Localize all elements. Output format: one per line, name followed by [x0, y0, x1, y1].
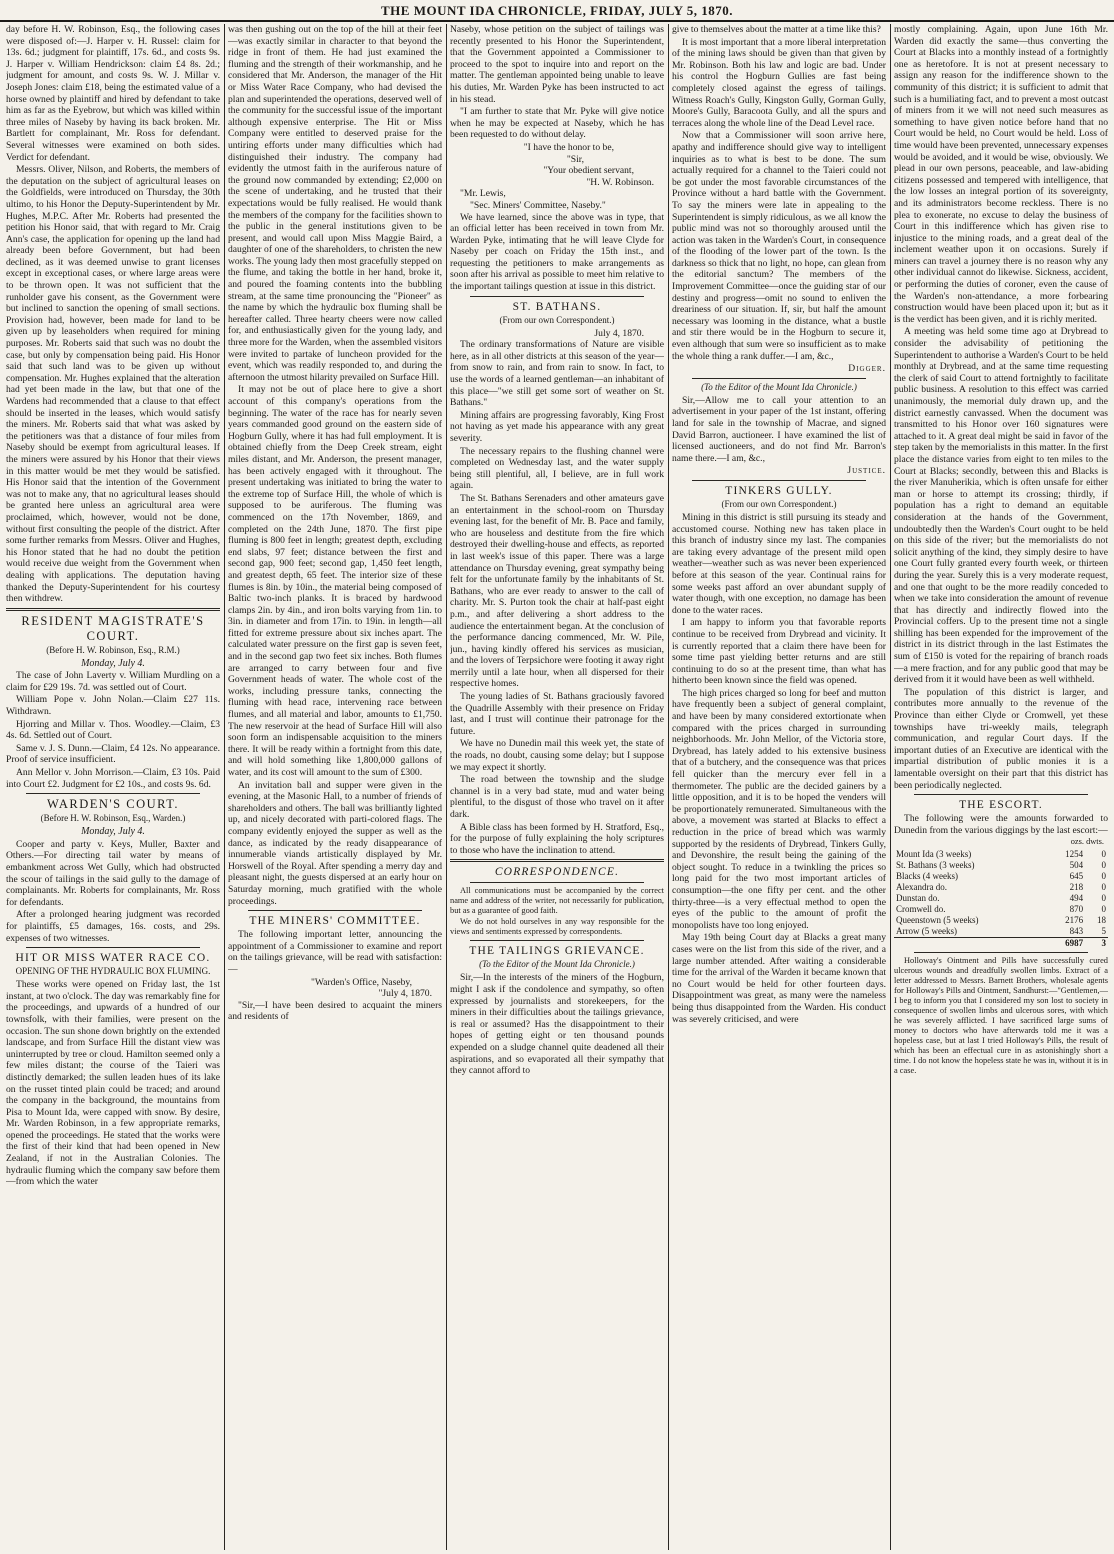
- column-rule: [890, 24, 891, 1550]
- water-race-ball: An invitation ball and supper were given in the evening, at the Masonic Hall, to a number of friends of shareholders and others. The ball was brilliantly lighted up, and nicely decorated with parti-colored flags. The company evidently enjoyed the supper as well as the dance, as indicated by the ready disappearance of innumerable viands artistically displayed by Mr. Horswell of the Royal. After spending a merry day and pleasant night, the guests dispersed at an early hour on Saturday morning, much gratified with the whole proceedings.: [228, 779, 442, 907]
- divider: [914, 952, 1088, 953]
- rm-case: Hjorring and Millar v. Thos. Woodley.—Claim, £3 4s. 6d. Settled out of Court.: [6, 718, 220, 742]
- st-bathans-subheading: (From our own Correspondent.): [499, 314, 615, 325]
- divider: [26, 947, 200, 948]
- letter-addressee: "Sec. Miners' Committee, Naseby.": [470, 199, 606, 211]
- column-3: [450, 24, 664, 1550]
- escort-ozs: 843: [1069, 926, 1084, 937]
- divider: [26, 793, 200, 794]
- tailings-grievance-paragraph: It is most important that a more liberal interpretation of the mining laws should be given than that given by Mr. Robinson. Both his law and logic are bad. Under his control the Hogburn Gullies are fast being completely closed against the egress of tailings. Witness Roach's Gully, Kingston Gully, Gorman Gully, Moore's Gully, Baracoota Gully, and all the spurs and terraces along the whole line of the Dead Level race.: [672, 36, 886, 129]
- rm-court-heading: RESIDENT MAGISTRATE'S COURT.: [21, 613, 205, 643]
- escort-place: Dunstan do.: [896, 893, 940, 904]
- rm-court-subheading: (Before H. W. Robinson, Esq., R.M.): [46, 644, 180, 655]
- letter-paragraph: "I am further to state that Mr. Pyke will give notice when he may be expected at Naseby, which he has been requested to do without delay.: [450, 106, 664, 141]
- divider: [692, 378, 866, 379]
- st-bathans-paragraph: Mining affairs are progressing favorably, King Frost not having as yet made his appearance with any great severity.: [450, 409, 664, 444]
- st-bathans-date: July 4, 1870.: [594, 327, 644, 339]
- letter-closing: "I have the honor to be,: [523, 141, 614, 153]
- wardens-court-date: Monday, July 4.: [81, 826, 145, 838]
- letter-closing: "Sir,: [566, 153, 584, 165]
- escort-place: Queenstown (5 weeks): [896, 915, 979, 926]
- column-rule: [668, 24, 669, 1550]
- wardens-court-heading: WARDEN'S COURT.: [46, 797, 180, 812]
- st-bathans-paragraph: The young ladies of St. Bathans graciously favored the Quadrille Assembly with their presence on Friday last, and I trust will continue their patronage for the future.: [450, 691, 664, 737]
- court-report-paragraph: day before H. W. Robinson, Esq., the following cases were disposed of:—J. Harper v. H. Russel: claim for 13s. 6d.; judgment for plaintiff, 17s. 6d., and costs 9s. J. Harper v. William Hendrickson: claim £4 8s. 2d.; judgment for amount, and costs 9s. W. J. Millar v. Joseph Jones: claim £18, being the estimated value of a horse owned by plaintiff and hired by defendant to take him as far as the Eyebrow, but which was killed within three miles of Naseby by having its back broken. Mr. Bartlett for complainant, Mr. Ross for defendant. Several witnesses were examined on both sides. Verdict for defendant.: [6, 24, 220, 163]
- escort-row: [894, 893, 1108, 904]
- divider: [914, 794, 1088, 795]
- escort-place: St. Bathans (3 weeks): [896, 860, 975, 871]
- escort-row: [894, 915, 1108, 926]
- tinkers-gully-paragraph: I am happy to inform you that favorable reports continue to be received from Drybread and vicinity. It is currently reported that a claim there have been for some time past yielding better returns and are still continuing to do so at the present time, than what has hitherto been known since the field was opened.: [672, 617, 886, 687]
- editor-letter-paragraph: Sir,—Allow me to call your attention to an advertisement in your paper of the 1st instant, offering land for sale in the township of Macrae, and signed David Barron, auctioneer. I have examined the list of licensed auctioneers, and do not find Mr. Barron's name there.—I am, &c.,: [672, 394, 886, 464]
- column-2: [228, 24, 442, 1550]
- column-5: [894, 24, 1108, 1550]
- rm-case: William Pope v. John Nolan.—Claim £27 11s. Withdrawn.: [6, 694, 220, 718]
- escort-place: Cromwell do.: [896, 904, 946, 915]
- divider: [470, 940, 644, 941]
- escort-place: Mount Ida (3 weeks): [896, 849, 972, 860]
- escort-dwts: 0: [1101, 860, 1106, 871]
- escort-total-row: [894, 938, 1108, 950]
- tinkers-gully-paragraph: Mining in this district is still pursuing its steady and accustomed course. Nothing new has taken place in this branch of industry since my last. The companies are taking every advantage of the present mild open weather—weather such as was never been experienced before at this season of the year. Continual rains for some weeks past afford an over abundant supply of water though, with one exception, no damage has been done to the water races.: [672, 511, 886, 616]
- escort-dwts: 0: [1101, 871, 1106, 882]
- escort-ozs: 645: [1069, 871, 1084, 882]
- divider: [470, 296, 644, 297]
- rm-court-date: Monday, July 4.: [81, 657, 145, 669]
- letter-paragraph: Naseby, whose petition on the subject of tailings was recently presented to his Honor the Superintendent, that the Government appointed a Commissioner to proceed to the spot to inquire into and report on the matter. The gentleman appointed being unable to leave his duties, Mr. Warden Pyke has been instructed to act in his stead.: [450, 24, 664, 105]
- miners-committee-heading: THE MINERS' COMMITTEE.: [249, 915, 421, 928]
- escort-total-dwts: 3: [1101, 938, 1106, 949]
- pyke-notice: We have learned, since the above was in type, that an official letter has been received in town from Mr. Warden Pyke, intimating that he will leave Clyde for Naseby per coach on Friday the 15th inst., and requesting the petitioners to make arrangements as soon after his arrival as possible to meet him relative to the important tailings question at issue in this district.: [450, 211, 664, 293]
- column-rule: [446, 24, 447, 1550]
- water-race-history: It may not be out of place here to give a short account of this company's operations from the beginning. The water of the race has for nearly seven years commanded good ground on the eastern side of Hogburn Gully, where it has had full employment. It is obtained chiefly from the Deep Creek stream, eight miles distant, and Mr. Anderson, the present manager, has been actively engaged with it throughout. The present undertaking was initiated to bring the water to the extreme top of Surface Hill, the whole of which is supposed to be auriferous. The fluming was commenced on the 17th November, 1869, and completed on the 24th June, 1870. The first pipe fluming is 800 feet in length; greatest depth, excluding end slabs, 97 feet; distance between the first and second gap, 900 feet; second gap, 1,450 feet length, and greatest depth, 65 feet. The interior size of these flumes is 8in. by 10in., the material being composed of Baltic two-inch planks. It is braced by hardwood clamps 2in. by 4in., and iron bolts varying from 1in. to 3in. in diameter and from 17in. to 19in. in length—all fitted for extreme pressure about six inches apart. The calculated water pressure on the first gap is seven feet, and in the second gap two feet six inches. Both flumes are arranged to carry between four and five Government heads of water. The whole cost of the works, including pressure tanks, connecting the fluming with head race, intervening race between flumes, and all material and labor, amounts to £1,750. The new reservoir at the head of Surface Hill will also soon form an indispensable acquisition to the miners there. It will be ready within a fortnight from this date, and will hold something like 1,800,000 gallons of water, and its cost will amount to the sum of £300.: [228, 384, 442, 778]
- divider: [450, 859, 664, 862]
- tailings-grievance-subheading: (To the Editor of the Mount Ida Chronicle.): [479, 959, 635, 970]
- escort-dwts: 0: [1101, 882, 1106, 893]
- escort-row: [894, 860, 1108, 871]
- escort-dwts: 0: [1101, 893, 1106, 904]
- letter-closing: "Your obedient servant,: [543, 165, 634, 177]
- escort-total-ozs: 6987: [1065, 938, 1084, 949]
- escort-place: Blacks (4 weeks): [896, 871, 958, 882]
- escort-row: [894, 871, 1108, 882]
- st-bathans-paragraph: The necessary repairs to the flushing channel were completed on Wednesday last, and the water supply being still plentiful, all, I believe, are in full work again.: [450, 445, 664, 492]
- st-bathans-paragraph: The road between the township and the sludge channel is in a very bad state, mud and water being plentiful, to the disgust of those who travel on it after dark.: [450, 774, 664, 820]
- escort-ozs: 218: [1069, 882, 1084, 893]
- escort-ozs: 504: [1069, 860, 1084, 871]
- st-bathans-paragraph: The St. Bathans Serenaders and other amateurs gave an entertainment in the school-room on Thursday evening last, for the benefit of Mr. B. Pace and family, who are houseless and destitute from the fire which destroyed their dwelling-house and effects, as reported in last week's issue of this paper. There was a large attendance on Thursday evening, great sympathy being felt for the unfortunate family by the inhabitants of St. Bathans, who are ever ready to answer to the call of charity. Mr. S. Purton took the chair at half-past eight p.m., and after delivering a short address to the audience the entertainment began. At the conclusion of the performance dancing commenced, Mr. W. Pile, jun., having kindly offered his services as musician, and the lovers of Terpsichore were footing it away right merrily until a late hour, when all dispersed for their respective homes.: [450, 492, 664, 690]
- masthead-rule: [0, 20, 1114, 22]
- escort-row: [894, 849, 1108, 860]
- tailings-grievance-paragraph: give to themselves about the matter at a time like this?: [672, 24, 881, 35]
- escort-dwts: 0: [1101, 904, 1106, 915]
- correspondence-note: All communications must be accompanied by the correct name and address of the writer, not necessarily for publication, but as a guarantee of good faith.: [450, 886, 664, 916]
- escort-ozs: 2176: [1065, 915, 1084, 926]
- rm-case: The case of John Laverty v. William Murdling on a claim for £29 19s. 7d. was settled out of Court.: [6, 670, 220, 693]
- escort-row: [894, 882, 1108, 893]
- escort-ozs: 494: [1069, 893, 1084, 904]
- miners-committee-intro: The following important letter, announcing the appointment of a Commissioner to examine and report on the tailings grievance, will be read with satisfaction:—: [228, 929, 442, 975]
- tinkers-gully-paragraph: May 19th being Court day at Blacks a great many cases were on the list from this side of the river, and a large number attended. After waiting a considerable time for the arrival of the Warden it became known that no Court would be held for other fourteen days. Disappointment was great, as many were the nameless being thus disappointed from the Warden. His conduct was severely criticised, and were: [672, 932, 886, 1025]
- divider: [248, 910, 422, 911]
- tinkers-gully-paragraph: mostly complaining. Again, upon June 16th Mr. Warden did exactly the same—thus converting the Court at Blacks into a monthly instead of a fortnightly one as heretofore. It is not at present necessary to assign any reason for the indifference shown to the community of this district; it is sufficient to admit that such is a humiliating fact, and to prevent a most outcast of miners from it we will not need such measures as something to have given notice before hand that no Court would be held, no Court would be held. Loss of time would have been prevented, unnecessary expenses would be avoided, and it would be wise, obviously. We plead in our own persons, peaceable, and law-abiding citizens possessed and tempered with intelligence, that the low losses an integral portion of its sovereignty, and its administrators become reckless. There is no plea to exonerate, no excuse to delay the business of Court in this indifference which has given rise to injustice to the mining roads, and a great deal of the inclement weather upon it on occasions. Surely if miners can travel a journey there is no reason why any other individual cannot do likewise. Sickness, accident, or performing the duties of coroner, even the cause of the Warden's non-attendance, a more forbearing construction would have been placed upon it; but as it is the verdict has been given, and it is richly merited.: [894, 24, 1108, 325]
- editor-letter-heading: (To the Editor of the Mount Ida Chronicle.): [701, 381, 857, 392]
- wardens-case: After a prolonged hearing judgment was recorded for plaintiffs, £5 damages, 16s. costs, and 29s. expenses of two witnesses.: [6, 909, 220, 944]
- water-race-subheading: OPENING OF THE HYDRAULIC BOX FLUMING.: [15, 966, 211, 977]
- escort-dwts: 18: [1097, 915, 1106, 926]
- escort-place: Alexandra do.: [896, 882, 947, 893]
- divider: [470, 882, 644, 883]
- st-bathans-paragraph: A Bible class has been formed by H. Stratford, Esq., for the purpose of fully explaining the holy scriptures to those who have the inclination to attend.: [450, 821, 664, 856]
- correspondence-note: We do not hold ourselves in any way responsible for the views and sentiments expressed by correspondents.: [450, 917, 664, 937]
- escort-row: [894, 904, 1108, 915]
- escort-place: Arrow (5 weeks): [896, 926, 957, 937]
- tinkers-gully-subheading: (From our own Correspondent.): [721, 498, 837, 509]
- tailings-grievance-heading: THE TAILINGS GRIEVANCE.: [469, 945, 645, 958]
- wardens-court-subheading: (Before H. W. Robinson, Esq., Warden.): [40, 813, 186, 824]
- deputation-paragraph: Messrs. Oliver, Nilson, and Roberts, the members of the deputation on the subject of agricultural leases on the Goldfields, were introduced on Thursday, the 30th ultimo, to his Honor the Deputy-Superintendent by Mr. Hughes, M.P.C. After Mr. Roberts had presented the petition his Honor said, that with regard to Mr. Craig Ann's case, the application for opening up the land had already been before Government, but had been declined, as it was deemed unwise to grant licenses except in exceptional cases, or where large areas were to be thrown open. It was not sufficient that the runholder gave his consent, as the Government were but inclined to sanction the opening of small sections. Provision had, however, been made for land to be given up by leaseholders when required for mining purposes. Mr. Roberts said that such was no doubt the case, but only by compensation being paid. His Honor said that such land was to be given up without compensation. Mr. Hughes explained that the alteration had yet been made in the law, but that one of the Wardens had recommended that a clause to that effect should be inserted in the leases, which would satisfy the miners. Mr. Roberts said that what was asked by the petitioners was that a distance of four miles from Naseby should be exempt from agricultural leases. If the miners were assured by his Honor that their views in this matter would be met they would be satisfied. His Honor said that the intention of the Government was not to make any, that no agricultural leases should be granted here unless an agricultural area were proclaimed, which, however, would not be done, without first consulting the people of the district. After some further remarks from Messrs. Oliver and Hughes, his Honor stated that he had no doubt the petition would receive due weight from the Government when dealing with applications. The deputation having thanked the Deputy-Superintendent for his courtesy then withdrew.: [6, 164, 220, 605]
- water-race-paragraph: was then gushing out on the top of the hill at their feet—was exactly similar in character to that beyond the ridge in front of them. He had just examined the fluming and the strength of their workmanship, and he considered that Mr. Anderson, the manager of the Hit or Miss Water Race Company, who had devised the plan and superintended the operations, deserved well of the community for the successful issue of the important although expensive enterprise. The Hit or Miss Company were entitled to deserved praise for the untiring efforts under many difficulties which had distinguished their industry. The company had evidently the utmost faith in the auriferous nature of the ground now commanded by extending; £2,000 on the scene of undertaking, and he trusted that their expectations would be fully realised. He would thank the members of the company for the facilities shown to the public in the general institutions given to be present, and would call upon Miss Maggie Baird, a daughter of one of the shareholders, to christen the new works. The young lady then most gracefully stepped on the flume, and taking the bottle in her hand, broke it, and poured the foaming contents into the bubbling stream, at the same time pronouncing the "Pioneer" as the name by which the hydraulic box fluming shall be hereafter called. Three hearty cheers were now called for, and enthusiastically given for the young lady, and three more for the Warden, when the assembled visitors were invited to partake of luncheon provided for the event, which was readily responded to, and during the afternoon the utmost hilarity prevailed on Surface Hill.: [228, 24, 442, 383]
- water-race-heading: HIT OR MISS WATER RACE CO.: [15, 952, 211, 965]
- column-4: [672, 24, 886, 1550]
- st-bathans-paragraph: The ordinary transformations of Nature are visible here, as in all other districts at this season of the year—from snow to rain, and from rain to snow. In fact, to use the words of a learned gentleman—an inhabitant of this place—"we still get some sort of weather on St. Bathans.": [450, 339, 664, 409]
- correspondence-heading: CORRESPONDENCE.: [494, 866, 620, 879]
- tailings-grievance-paragraph: Now that a Commissioner will soon arrive here, apathy and indifference should give way to intelligent inquiries as to what is best to be done. The sum actually required for a channel to the Taieri could not be got under the most favorable circumstances of the Province without a hard battle with the Government. To say the miners were late in appealing to the Superintendent is simply ridiculous, as we all know the public mind was not so thoroughly aroused until the action was taken in the Warden's Court, in consequence of the flooding of the lower part of the town. Is the darkness so thick that no light, no hope, can glean from the editorial sanctum? The members of the Improvement Committee—once the guiding star of our destiny and progress—omit no sound to enliven the dreariness of our situation. If, sir, but half the amount necessary was looming in the distance, what a bustle and stir there would be in the Hogburn to secure it, even although that sum were so insufficient as to make the whole thing a rank duffer.—I am, &c.,: [672, 130, 886, 362]
- escort-dwts: 5: [1101, 926, 1106, 937]
- letter-signature: "H. W. Robinson.: [586, 176, 654, 188]
- escort-ozs: 1254: [1065, 849, 1084, 860]
- tinkers-gully-heading: TINKERS GULLY.: [725, 484, 833, 497]
- st-bathans-heading: ST. BATHANS.: [512, 300, 602, 313]
- holloway-advertisement: Holloway's Ointment and Pills have successfully cured ulcerous wounds and dreadfully swollen limbs. Extract of a letter addressed to Messrs. Barnett Brothers, wholesale agents for Holloway's Pills and Ointment, Sandhurst:—"Gentlemen,—I beg to inform you that I considered my son lost to society in consequence of swollen limbs and ulcerous sores, with which he was severely afflicted. I have sacrificed large sums of money to doctors who have afterwards told me it was a hopeless case, but at last I tried Holloway's Pills, the result of which has been an effectual cure in as astonishingly short a time. I do not know the hopeless state he was in, without it is in a case.: [894, 956, 1108, 1076]
- escort-units: ozs. dwts.: [1070, 837, 1104, 847]
- letter-heading: "Warden's Office, Naseby,: [310, 976, 412, 988]
- letter-signature: Digger.: [848, 363, 886, 375]
- divider: [692, 480, 866, 481]
- tinkers-gully-paragraph: A meeting was held some time ago at Drybread to consider the advisability of petitioning the Superintendent to authorise a Warden's Court to be held monthly at Drybread, and at the same time requesting the clerk of said Court to attend fortnightly to facilitate public business. A resolution to this effect was carried unanimously, the memorial duly drawn up, and the district earnestly canvassed. When the document was transmitted to his Honor over 160 signatures were attached to it. A great deal might be said in favor of the step taken by the memorialists in this matter. In the first place the distance varies from eight to ten miles to the Court at Blacks; secondly, between this and Blacks is the river Manuherikia, which is often unsafe for either man or horse to attempt its crossing; thirdly, if population has a right to demand an equitable consideration at the hands of the Government, undoubtedly then the Warden's Court ought to be held on this side of the river; but the memorialists do not solicit anything of the kind, they simply desire to have one Court fully granted every fourth week, or thirteen during the year. Surely this is a very moderate request, and one that ought to be the more readily conceded to when we take into consideration the amount of revenue that has directly and indirectly flowed into the Provincial coffers. Up to the present time not a single shilling has been expended for the improvement of the district in its district through in the last Estimates the sum of £150 is voted for the repairing of branch roads—a mere fraction, and for any public good that may be derived from it it would have been as well withheld.: [894, 326, 1108, 686]
- letter-date: "July 4, 1870.: [378, 988, 432, 1000]
- letter-signature: Justice.: [847, 465, 886, 477]
- escort-ozs: 870: [1069, 904, 1084, 915]
- escort-intro: The following were the amounts forwarded to Dunedin from the various diggings by the last escort:—: [894, 813, 1108, 836]
- tinkers-gully-paragraph: The population of this district is larger, and contributes more annually to the revenue of the Province than either Clyde or Cromwell, yet these townships have tri-weekly mails, telegraph communication, and regular Court days. If the important duties of an Executive are identical with the impartial distribution of public monies it is a lamentable oversight on their part that this district has been periodically neglected.: [894, 686, 1108, 791]
- column-rule: [224, 24, 225, 1550]
- wardens-case: Cooper and party v. Keys, Muller, Baxter and Others.—For directing tail water by means of embankment across Wet Gully, which had obstructed the scour of tailings in the said gully to the damage of complainants. Mr. Roberts for complainants, Mr. Ross for defendants.: [6, 838, 220, 908]
- letter-addressee: "Mr. Lewis,: [460, 188, 506, 200]
- masthead: THE MOUNT IDA CHRONICLE, FRIDAY, JULY 5, 1870.: [380, 3, 734, 18]
- escort-heading: THE ESCORT.: [959, 799, 1043, 812]
- letter-paragraph: "Sir,—I have been desired to acquaint the miners and residents of: [228, 999, 442, 1023]
- tinkers-gully-paragraph: The high prices charged so long for beef and mutton have frequently been a subject of general complaint, and have been by many considered extortionate when compared with the prices charged in surrounding neighborhoods. Mr. John Mellor, of the Victoria store, Drybread, has lately added to his extensive business that of a butchery, and the consequence was that prices fell quicker than the mercury ever fell in a thermometer. The public are the decided gainers by a little opposition, and it is to be hoped the venders will be proportionately remunerated. Simultaneous with the above, a movement was started at Blacks to effect a reduction in the price of bread which was warmly supported by the residents of Drybread, Tinkers Gully, and Devonshire, the result being the gaining of the object sought. To reduce in a twinkling the prices so long paid for the two most important articles of consumption—the one fifty per cent. and the other thirty-three—is a very effectual method to open the eyes of the public to the amount of profit the monopolists have too long enjoyed.: [672, 687, 886, 931]
- column-1: [6, 24, 220, 1550]
- divider: [6, 608, 220, 611]
- rm-case: Same v. J. S. Dunn.—Claim, £4 12s. No appearance. Proof of service insufficient.: [6, 742, 220, 766]
- tailings-grievance-paragraph: Sir,—In the interests of the miners of the Hogburn, might I ask if the condolence and sympathy, so often expressed by journalists and storekeepers, for the miners in their difficulties about the tailings grievance, is real or assumed? Has the disappointment to their hopes of getting eight or ten thousand pounds expended on a sludge channel quite deadened all their aspirations, and so evaporated all their sympathy that they cannot afford to: [450, 972, 664, 1077]
- escort-row: [894, 926, 1108, 938]
- rm-case: Ann Mellor v. John Morrison.—Claim, £3 10s. Paid into Court £2. Judgment for £2 10s., and costs 9s. 6d.: [6, 767, 220, 790]
- escort-table: [894, 849, 1108, 949]
- escort-dwts: 0: [1101, 849, 1106, 860]
- st-bathans-paragraph: We have no Dunedin mail this week yet, the state of the roads, no doubt, causing some delay; but I suppose we may expect it shortly.: [450, 738, 664, 773]
- water-race-paragraph: These works were opened on Friday last, the 1st instant, at two o'clock. The day was remarkably fine for the proceedings, and upwards of a hundred of our townsfolk, with their families, were present on the occasion. The sun shone down brightly on the extended landscape, and from Surface Hill the distant view was uninterrupted by tree or cloud. Hamilton seemed only a few miles distant; the course of the Taieri was distinctly demarked; the sullen leaden hues of its lake on the russet tinted plain could be traced; and around the company in the background, the mountains from Pisa to Mount Ida, were capped with snow. By desire, Mr. Warden Robinson, in a few appropriate remarks, opened the proceedings. He stated that the works were the first of their kind that had been opened in New Zealand, if not in the Australian Colonies. The hydraulic fluming which the company saw before them—from which the water: [6, 979, 220, 1188]
